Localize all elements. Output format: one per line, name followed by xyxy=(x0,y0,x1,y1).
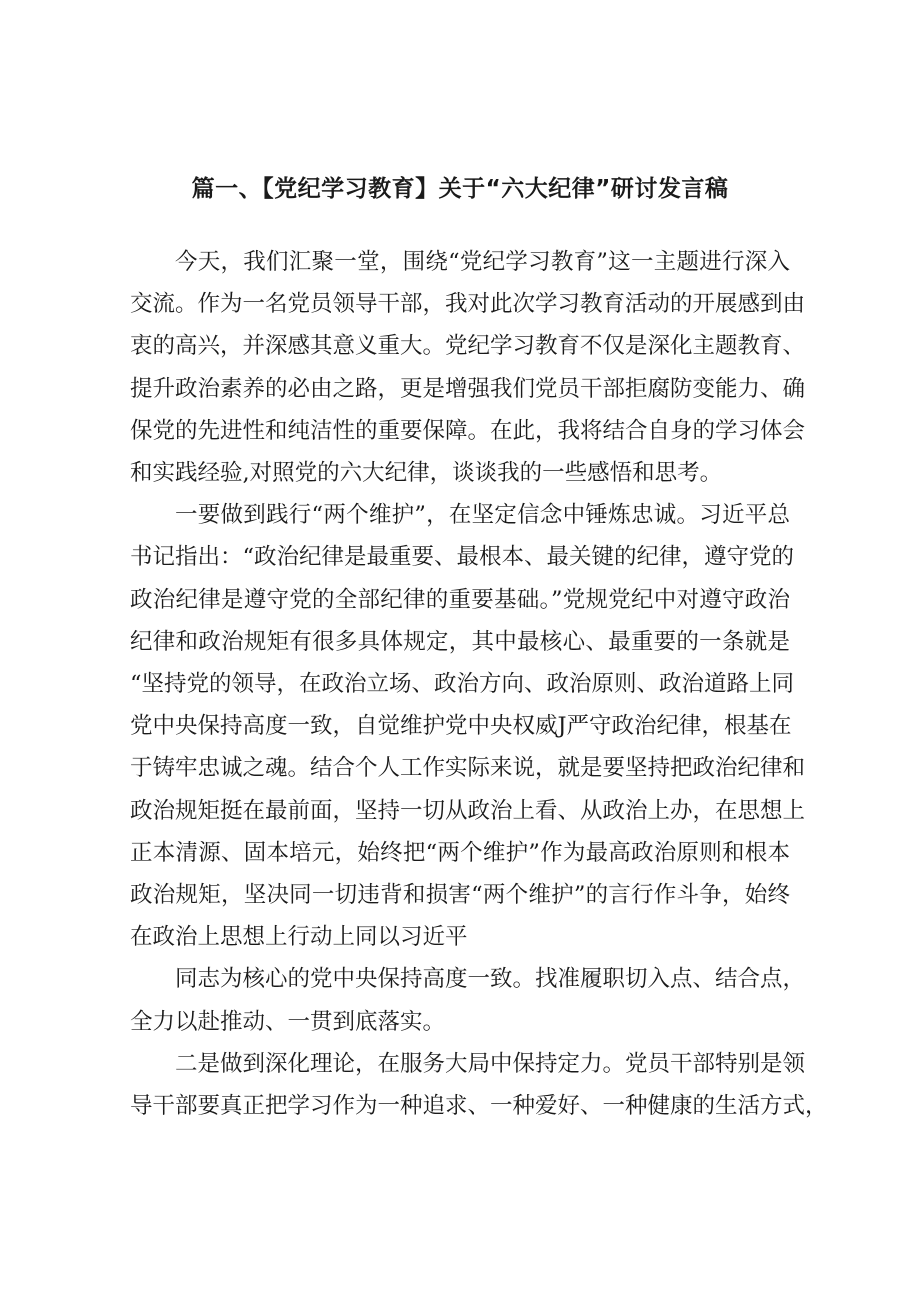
text-line: 同志为核心的党中央保持高度一致。找准履职切入点、结合点， xyxy=(175,966,806,993)
text-line: 交流。作为一名党员领导干部，我对此次学习教育活动的开展感到由 xyxy=(130,291,806,318)
text-line: 和实践经验,对照党的六大纪律，谈谈我的一些感悟和思考。 xyxy=(130,460,723,487)
text-line: 全力以赴推动、一贯到底落实。 xyxy=(130,1008,446,1035)
text-line: 政治规矩挺在最前面，坚持一切从政治上看、从政治上办，在思想上 xyxy=(130,797,806,824)
paragraph-3 xyxy=(130,958,806,1042)
text-line: 正本清源、固本培元，始终把“两个维护”作为最高政治原则和根本 xyxy=(130,839,790,866)
text-line: 政治纪律是遵守党的全部纪律的重要基础。”党规党纪中对遵守政治 xyxy=(130,586,790,613)
text-line: 党中央保持高度一致，自觉维护党中央权威J严守政治纪律，根基在 xyxy=(130,713,792,740)
text-line: 衷的高兴，并深感其意义重大。党纪学习教育不仅是深化主题教育、 xyxy=(130,333,806,360)
text-line: 政治规矩，坚决同一切违背和损害“两个维护”的言行作斗争，始终 xyxy=(130,882,790,909)
text-line: 纪律和政治规矩有很多具体规定，其中最核心、最重要的一条就是 xyxy=(130,628,790,655)
text-line: “坚持党的领导，在政治立场、政治方向、政治原则、政治道路上同 xyxy=(130,671,795,698)
paragraph-4 xyxy=(130,1043,828,1127)
text-line: 今天，我们汇聚一堂，围绕“党纪学习教育”这一主题进行深入 xyxy=(175,249,790,275)
text-line: 提升政治素养的必由之路，更是增强我们党员干部拒腐防变能力、确 xyxy=(130,375,806,402)
text-line: 书记指出：“政治纪律是最重要、最根本、最关键的纪律，遵守党的 xyxy=(130,544,795,571)
document-title: 篇一、【党纪学习教育】关于“六大纪律”研讨发言稿 xyxy=(191,176,729,202)
text-line: 保党的先进性和纯洁性的重要保障。在此，我将结合自身的学习体会 xyxy=(130,417,806,444)
document-body xyxy=(130,241,828,1127)
text-line: 于铸牢忠诚之魂。结合个人工作实际来说，就是要坚持把政治纪律和 xyxy=(130,755,806,782)
text-line: 导干部要真正把学习作为一种追求、一种爱好、一种健康的生活方式， xyxy=(130,1093,828,1120)
text-line: 一要做到践行“两个维护”，在坚定信念中锤炼忠诚。习近平总 xyxy=(175,502,790,529)
paragraph-1 xyxy=(130,241,806,494)
text-line: 在政治上思想上行动上同以习近平 xyxy=(130,924,468,951)
paragraph-2 xyxy=(130,494,806,958)
text-line: 二是做到深化理论，在服务大局中保持定力。党员干部特别是领 xyxy=(175,1050,806,1077)
